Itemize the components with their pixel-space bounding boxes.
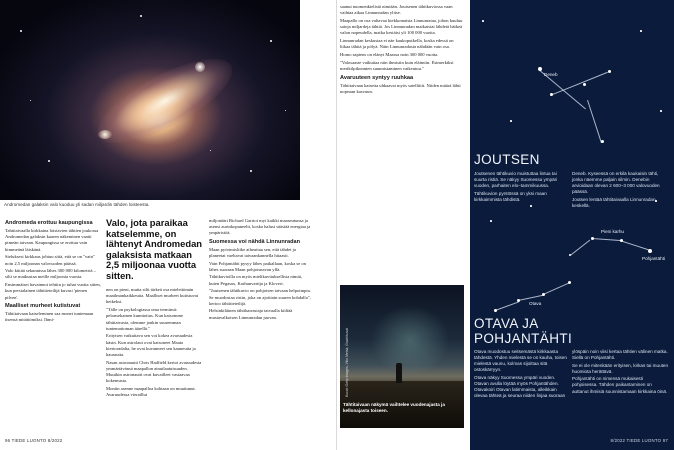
article-column-2 [106,218,204,400]
paragraph: Maan pyörimisliike aiheuttaa sen, että tähdet ja planeetat vaeltavat taivaankannella hitaasti. [209,246,296,258]
andromeda-photo [0,0,300,200]
paragraph: Pohjantähti on nimensä mukaisesti pohjoisessa. Tähden paikantaminen on auttanut ihmisiä suunnistamaan kirkkaina öinä. [572,376,668,394]
paragraph: "Valosaaste vaikuttaa niin ihmisiin kuin eläimiin. Esimerkiksi merikilpikonnien suunnistaminen vaikeutuu." [340,59,454,71]
joutsen-text-left [474,171,567,204]
joutsen-title: JOUTSEN [474,152,540,167]
paragraph: Se ei ole mitenkään erityisen, kirkas tai muuten huomiota herättävä. [572,362,669,374]
pull-quote: Valo, jota paraikaa katselemme, on lähtenyt Andromedan galaksista matkaan 2,5 miljoonaa vuotta sitten. [106,217,203,281]
photo-credit: Kuvat: Getty Images, Vilto Metsä, Gravitikuvat [345,327,349,397]
paragraph: nen on pieni, mutta silti tärkeä osa mielettömän maailmankaikkeutta. Maalliset murheet kutistuvat hetkeksi. [106,287,199,305]
subheading: Maalliset murheet kutistuvat [5,302,81,309]
page-folio: 96 TIEDE LUONTO 8/2022 [5,438,63,443]
joutsen-text-right [572,171,668,211]
article-column-3 [209,218,311,322]
otava-label: Otava [529,301,542,306]
paragraph: miljonääri Richard Garriot myi kaikki maaseutunsa ja asensi aurinkopaneelit, koska halusi säästää energiaa ja ympäristöä. [209,218,311,236]
paragraph: Sieluksesi kirkkaus johtuu siitä, että se on "vain" noin 2,5 miljoonan valovuoden päässä. [5,254,95,266]
paragraph: Deneb. Kyseessä on erkilä kaukaisin tähti, jonka näemme paljain silmin. Denebin arvioidaan olevan 2 600–3 000 valovuoden päässä. [572,171,660,195]
paragraph: Homo sapiens on elänyt Maassa noin 300 000 vuotta. [340,51,439,57]
right-page [337,0,674,450]
otava-text-left [474,349,567,401]
pieni-karhu-label: Pieni karhu [601,229,624,234]
paragraph: Linnunradan keskustaa ei näe kaukoputkella, koska edessä on liikaa tähtiä ja pölyä. Näin Linnunradasta nähdään vain osa. [340,38,454,50]
article-column-1 [5,218,101,325]
paragraph: "Tälle on psykologiassa oma terminsä: pelonsekainen kunnioitus. Kun katsomme tähtitaivasta, olemme jonkin suuremman tuntemattoman äärellä." [106,307,184,331]
paragraph: Joutsenen tähtikuvio muistuttaa lintua tai suurta ristiä. Se näkyy Suomessa ympäri vuoden, parhaiten elo–tammikuussa. [474,171,558,189]
paragraph: Tähtikuvion pyrstössä on yksi maan kirkkaimmista tähdistä. [474,190,547,202]
paragraph: saanut nuomenkielistä nimiään. Joutsenen tähtikuviossa vaan vaihtaa aikaa Linnunradan ylitse. [340,4,453,16]
subheading: Avaruuteen syntyy ruuhkaa [340,75,414,82]
paragraph: Otava näkyy Suomessa ympäri vuoden. Otavan avulla löytää myös Pohjantähden. Otavakoiri Otavan latimmaista, alleikkain olevaa tähteä ja seuraa niiden linjaa suoraan [474,374,566,399]
paragraph: Otava muodostuu seitsemästä kirkkaasta tähdestä. Yhden mielestä se on kauha, toisen mielestä vaunu, kolmas sijoittaa sitä ostoskärryyn. [474,349,567,373]
paragraph: Moniin asenne maapalloa kohtaan on muuttunut. Avaruudessa vieraillut [106,386,196,398]
deneb-star-icon [538,67,542,71]
paragraph: Tähtikuvioilla on myös mielikuvituksellisia nimiä, kuten Pegasus, Karhunvartija ja Kloveri. [209,274,303,286]
page-folio: 8/2022 TIEDE LUONTO 97 [610,438,668,443]
pohjantahti-star-icon [648,249,652,253]
pohjantahti-label: Pohjantähti [642,256,665,261]
paragraph: Maapallo on osa valtavaa kiekkomaista Linnunrataa, johon kuuluu satoja miljardeja tähtiä. Jos Linnunradan maikaistai lähdetä hätkeä valon nopeudella, matka kestäisi yli 100 000 vuotta. [340,17,463,36]
paragraph: Ensimmäiset havainnot tehtiin jo tuhat vuotta sitten, kun persialainen tähtitieteilijä kuvasi 'pienen pilven'. [5,282,101,300]
article-column-4 [340,4,464,97]
photo-caption: Andromedan galaksin valo kuoduu yli sadan miljardin tähden loisteesta. [4,202,150,207]
paragraph: Tahtitaivaalla kirkkaina loistavien tähtien joukossa Andromedan galaksin kaaren näkeminen vaatii pimeän taivaan. Kaupungissa se erottuu vain himmeänä läiskänä. [5,228,99,252]
otava-title: OTAVA JA POHJANTÄHTI [474,316,573,346]
paragraph: Helsinkiläinen tähtiharrastaja taivaalla kiiltää mustavalkoisen Linnunradan juovan. [209,308,293,320]
photo-caption: Tähtitaivaan näkymä vaihtelee vuodenajasta ja kellonajasta toiseen. [343,402,445,413]
subheading: Andromeda erottuu kaupungissa [5,220,93,226]
paragraph: ylöspäin noin viisi kertaa tähtien välinen matka. Siellä on Pohjantähti. [572,349,668,361]
paragraph: Erityisen vaikuttava sen voi kokea avaruudesta käsin. Kun astrolaut ovat katsoneet Maata kiertoradalta, he ovat kuvanneet sen kauneutta ja haurautta. [106,333,196,358]
paragraph: Vain Pohjantähti pysyy lähes paikallaan, koska se on lähes suoraan Maan pohjoisnavan yllä. [209,260,306,272]
paragraph: Nasan astronautti Chris Hadfield kertoi avaruudesta ymmärtävänsä maapallon ainutlaatuisuuden. Muutkin astronautit ovat kuvailleet vastaavaa kokemusta. [106,359,202,384]
paragraph: "Joutsenen tähtikuvio on pohjoisen taivaan helpoimpia. Se muodostaa ristin, joka on ajoittain suuren kohdalla", kertoo tähtitieteilijä. [209,288,311,306]
otava-text-right [572,349,668,396]
paragraph: Tähtitaivaan katseleminen saa monet tuntemaan itsensä mitättömiksi. Ihmi- [5,310,94,322]
paragraph: Tähtitaivaan katsetta uhkaavat myös satelliitit. Niiden määrä lähti nopeaan kasvuun. [340,83,461,95]
paragraph: Valo kiitää sekunnissa lähes 300 000 kilometriä – silti se matkustaa meille miljoonia vuosia. [5,268,96,280]
subheading: Suomessa voi nähdä Linnunradan [209,238,301,245]
constellation-sidebar [470,0,674,450]
paragraph: Joutsen lentää tähtitaivaalla Linnunradan keskellä. [572,196,656,208]
deneb-label: Deneb [544,72,558,77]
